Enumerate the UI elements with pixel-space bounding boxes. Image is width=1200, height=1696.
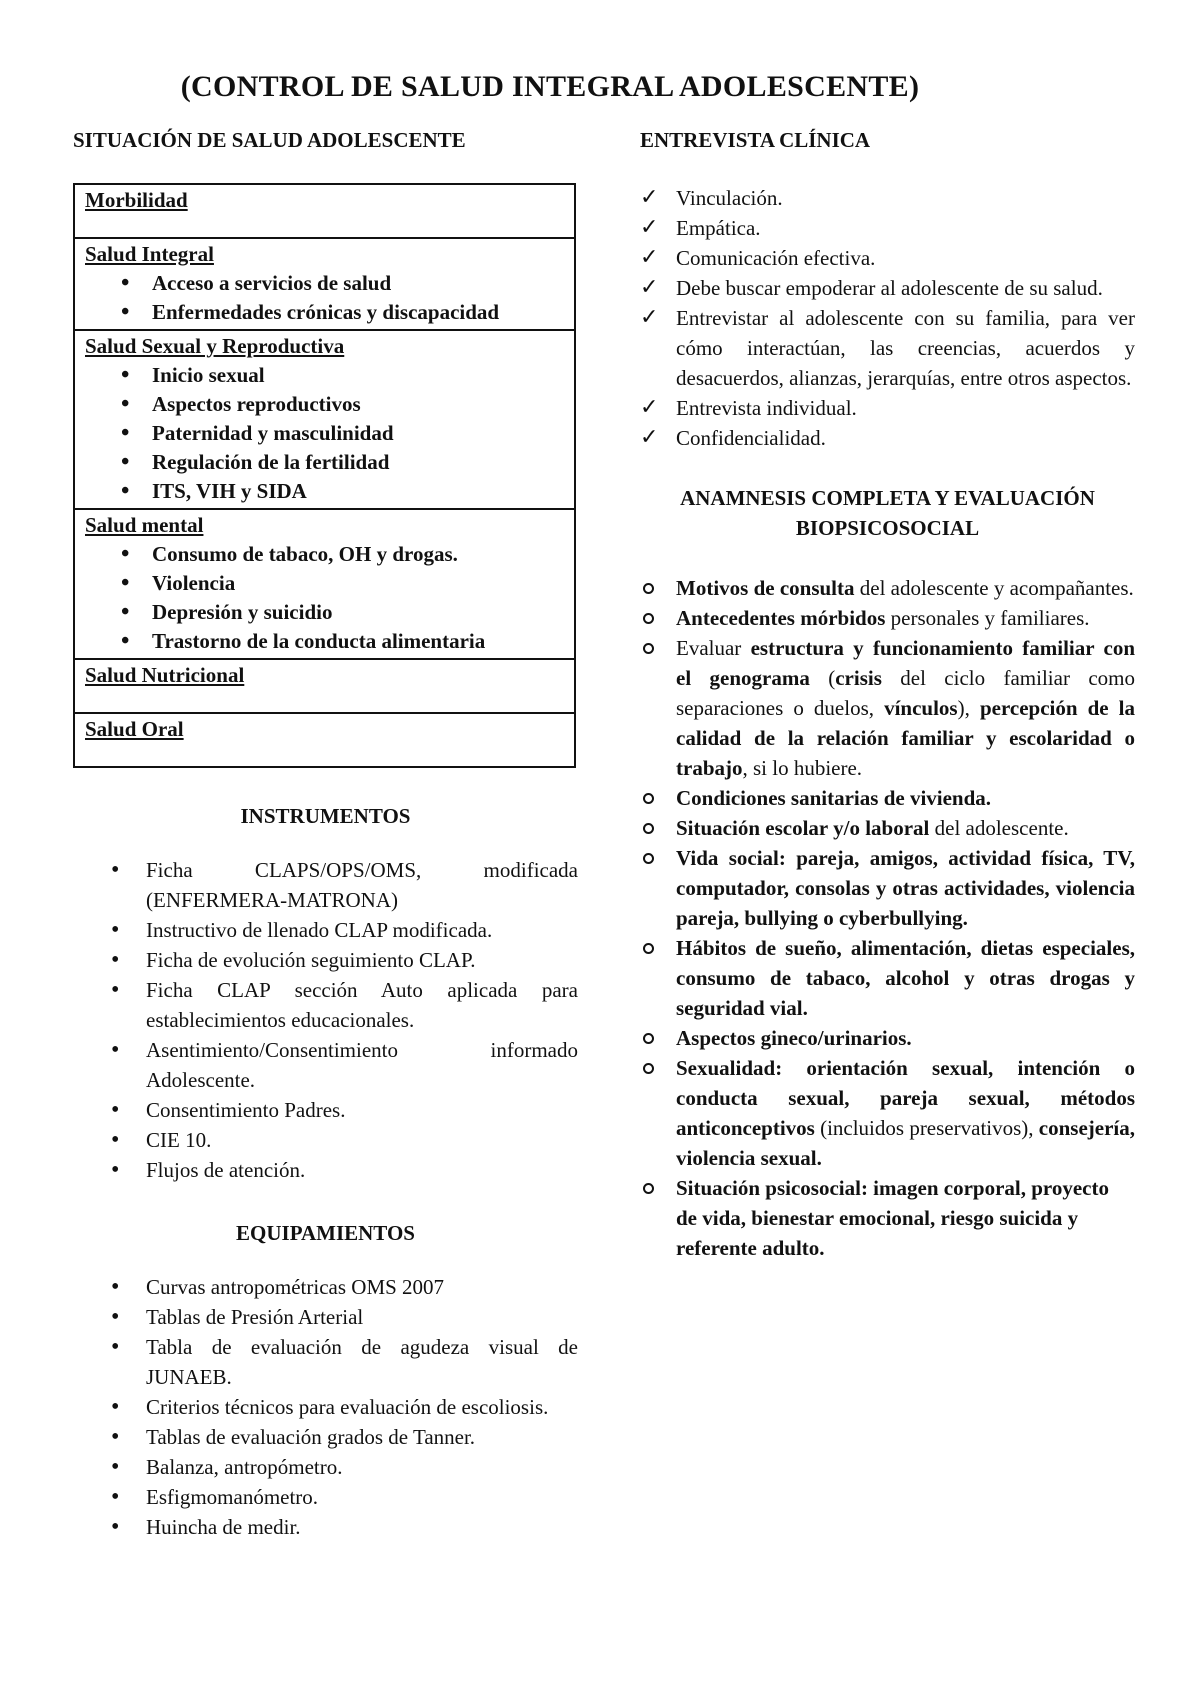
- page-title: (CONTROL DE SALUD INTEGRAL ADOLESCENTE): [180, 70, 920, 103]
- list-item: • Enfermedades crónicas y discapacidad: [119, 298, 564, 327]
- list-item: • Tablas de Presión Arterial: [73, 1302, 578, 1332]
- salud-oral-title: Salud Oral: [85, 717, 184, 741]
- left-column: [73, 128, 578, 1542]
- list-item: Evaluar estructura y funcionamiento familiar con el genograma (crisis del ciclo familiar como separaciones o duelos, vínculos), percepción de la calidad de la relación familiar y escolaridad o trabajo, si lo hubiere.: [640, 633, 1135, 783]
- list-item: Sexualidad: orientación sexual, intención o conducta sexual, pareja sexual, métodos anticonceptivos (incluidos preservativos), consejería, violencia sexual.: [640, 1053, 1135, 1173]
- instrumentos-list: [73, 855, 578, 1185]
- list-item: • Esfigmomanómetro.: [73, 1482, 578, 1512]
- list-item: • Curvas antropométricas OMS 2007: [73, 1272, 578, 1302]
- instrumentos-heading: INSTRUMENTOS: [240, 804, 411, 828]
- salud-nutricional-title: Salud Nutricional: [85, 663, 245, 687]
- list-item: ✓ Empática.: [640, 213, 1135, 243]
- list-item: • Ficha CLAP sección Auto aplicada para establecimientos educacionales.: [73, 975, 578, 1035]
- list-item: • Inicio sexual: [119, 361, 564, 390]
- list-item: ✓ Entrevistar al adolescente con su familia, para ver cómo interactúan, las creencias, acuerdos y desacuerdos, alianzas, jerarquías, entre otros aspectos.: [640, 303, 1135, 393]
- morbilidad-cell: [74, 184, 575, 238]
- entrevista-heading: ENTREVISTA CLÍNICA: [640, 128, 871, 152]
- list-item: • Depresión y suicidio: [119, 598, 564, 627]
- list-item: ✓ Debe buscar empoderar al adolescente de su salud.: [640, 273, 1135, 303]
- salud-sexual-title: Salud Sexual y Reproductiva: [85, 334, 345, 358]
- list-item: Situación escolar y/o laboral del adolescente.: [640, 813, 1135, 843]
- list-item: • Ficha CLAPS/OPS/OMS, modificada (ENFERMERA-MATRONA): [73, 855, 578, 915]
- list-item: • Violencia: [119, 569, 564, 598]
- entrevista-list: [640, 183, 1135, 453]
- list-item: • Instructivo de llenado CLAP modificada.: [73, 915, 578, 945]
- salud-oral-cell: [74, 713, 575, 767]
- salud-integral-title: Salud Integral: [85, 242, 214, 266]
- list-item: Antecedentes mórbidos personales y familiares.: [640, 603, 1135, 633]
- list-item: • Tablas de evaluación grados de Tanner.: [73, 1422, 578, 1452]
- list-item: • Aspectos reproductivos: [119, 390, 564, 419]
- list-item: • Paternidad y masculinidad: [119, 419, 564, 448]
- list-item: Motivos de consulta del adolescente y acompañantes.: [640, 573, 1135, 603]
- list-item: • Consentimiento Padres.: [73, 1095, 578, 1125]
- salud-sexual-cell: [74, 330, 575, 509]
- anamnesis-heading-line1: ANAMNESIS COMPLETA Y EVALUACIÓN: [680, 486, 1095, 510]
- situacion-heading: SITUACIÓN DE SALUD ADOLESCENTE: [73, 128, 466, 152]
- list-item: ✓ Confidencialidad.: [640, 423, 1135, 453]
- list-item: ✓ Vinculación.: [640, 183, 1135, 213]
- salud-mental-cell: [74, 509, 575, 659]
- list-item: • CIE 10.: [73, 1125, 578, 1155]
- anamnesis-heading: [640, 483, 1135, 543]
- list-item: ✓ Comunicación efectiva.: [640, 243, 1135, 273]
- list-item: • Criterios técnicos para evaluación de escoliosis.: [73, 1392, 578, 1422]
- list-item: Condiciones sanitarias de vivienda.: [640, 783, 1135, 813]
- morbilidad-title: Morbilidad: [85, 188, 188, 212]
- list-item: ✓ Entrevista individual.: [640, 393, 1135, 423]
- list-item: Situación psicosocial: imagen corporal, proyecto de vida, bienestar emocional, riesgo suicida y referente adulto.: [640, 1173, 1135, 1263]
- list-item: • Acceso a servicios de salud: [119, 269, 564, 298]
- salud-mental-title: Salud mental: [85, 513, 204, 537]
- list-item: • Balanza, antropómetro.: [73, 1452, 578, 1482]
- anamnesis-heading-line2: BIOPSICOSOCIAL: [795, 516, 980, 540]
- list-item: • Trastorno de la conducta alimentaria: [119, 627, 564, 656]
- list-item: • Flujos de atención.: [73, 1155, 578, 1185]
- health-situation-table: [73, 183, 576, 768]
- list-item: • Tabla de evaluación de agudeza visual de JUNAEB.: [73, 1332, 578, 1392]
- list-item: Vida social: pareja, amigos, actividad física, TV, computador, consolas y otras actividades, violencia pareja, bullying o cyberbullying.: [640, 843, 1135, 933]
- equipamientos-heading: EQUIPAMIENTOS: [236, 1221, 415, 1245]
- list-item: • Regulación de la fertilidad: [119, 448, 564, 477]
- list-item: • Consumo de tabaco, OH y drogas.: [119, 540, 564, 569]
- list-item: • Asentimiento/Consentimiento informado Adolescente.: [73, 1035, 578, 1095]
- right-column: [640, 128, 1135, 1263]
- salud-integral-cell: [74, 238, 575, 330]
- salud-nutricional-cell: [74, 659, 575, 713]
- equipamientos-list: [73, 1272, 578, 1542]
- list-item: Hábitos de sueño, alimentación, dietas especiales, consumo de tabaco, alcohol y otras drogas y seguridad vial.: [640, 933, 1135, 1023]
- list-item: Aspectos gineco/urinarios.: [640, 1023, 1135, 1053]
- list-item: • ITS, VIH y SIDA: [119, 477, 564, 506]
- anamnesis-list: [640, 573, 1135, 1263]
- list-item: • Ficha de evolución seguimiento CLAP.: [73, 945, 578, 975]
- list-item: • Huincha de medir.: [73, 1512, 578, 1542]
